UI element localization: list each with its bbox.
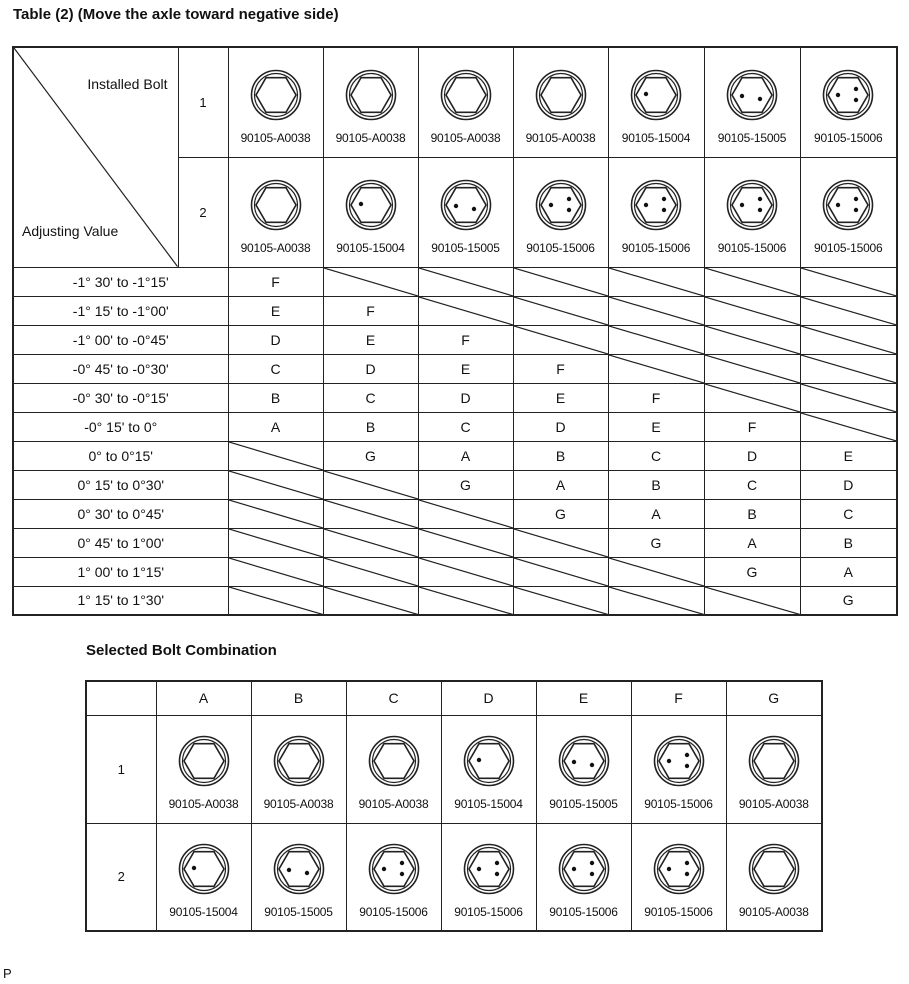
adjusting-range-label: 0° to 0°15' bbox=[13, 441, 228, 470]
part-number-label: 90105-15004 bbox=[169, 904, 238, 919]
page-title: Table (2) (Move the axle toward negative side) bbox=[13, 6, 339, 23]
combination-letter-cell: B bbox=[800, 528, 897, 557]
not-applicable-cell bbox=[800, 383, 897, 412]
adjusting-range-label: -1° 30' to -1°15' bbox=[13, 267, 228, 296]
installed-bolt-cell bbox=[418, 157, 513, 267]
selected-bolt-cell bbox=[726, 823, 822, 931]
combination-letter-cell: E bbox=[418, 354, 513, 383]
diagonal-line bbox=[229, 500, 323, 528]
combination-letter-header: E bbox=[536, 681, 631, 715]
not-applicable-cell bbox=[228, 499, 323, 528]
not-applicable-cell bbox=[800, 296, 897, 325]
bolt-head-icon bbox=[345, 179, 397, 231]
selected-bolt-cell bbox=[631, 715, 726, 823]
not-applicable-cell bbox=[800, 267, 897, 296]
installed-bolt-cell bbox=[418, 47, 513, 157]
part-number-label: 90105-A0038 bbox=[240, 241, 311, 255]
bolt-head-icon bbox=[273, 843, 325, 895]
part-number-label: 90105-15006 bbox=[644, 797, 713, 811]
bolt-head-icon bbox=[345, 69, 397, 121]
adjusting-range-label: -1° 15' to -1°00' bbox=[13, 296, 228, 325]
bolt-head-icon bbox=[440, 179, 492, 231]
bolt-position-number: 2 bbox=[178, 157, 228, 267]
combination-letter-cell: D bbox=[323, 354, 418, 383]
combination-letter-header: D bbox=[441, 681, 536, 715]
not-applicable-cell bbox=[323, 557, 418, 586]
diagonal-line bbox=[419, 268, 513, 296]
adjust-range-row bbox=[13, 528, 897, 557]
header-corner-cell bbox=[13, 47, 178, 267]
adjust-range-row bbox=[13, 325, 897, 354]
combination-letter-cell: C bbox=[418, 412, 513, 441]
adjust-range-row bbox=[13, 412, 897, 441]
adjusting-range-label: -1° 00' to -0°45' bbox=[13, 325, 228, 354]
combination-letter-cell: A bbox=[608, 499, 704, 528]
bolt-head-icon bbox=[250, 179, 302, 231]
selected-bolt-cell bbox=[726, 715, 822, 823]
combination-letter-cell: E bbox=[513, 383, 608, 412]
selected-bolt-cell bbox=[536, 823, 631, 931]
combination-letter-cell: F bbox=[228, 267, 323, 296]
diagonal-line bbox=[514, 529, 608, 557]
combination-letter-cell: G bbox=[323, 441, 418, 470]
selected-bolt-cell bbox=[441, 715, 536, 823]
not-applicable-cell bbox=[323, 267, 418, 296]
adjusting-range-label: -0° 30' to -0°15' bbox=[13, 383, 228, 412]
part-number-label: 90105-A0038 bbox=[168, 797, 239, 811]
combination-letter-cell: A bbox=[513, 470, 608, 499]
footnote: P bbox=[3, 966, 12, 981]
bolt-head-icon bbox=[630, 69, 682, 121]
diagonal-line bbox=[229, 558, 323, 586]
part-number-label: 90105-15005 bbox=[431, 241, 500, 255]
not-applicable-cell bbox=[704, 586, 800, 615]
combination-letter-cell: E bbox=[228, 296, 323, 325]
installed-bolt-cell bbox=[228, 157, 323, 267]
not-applicable-cell bbox=[323, 528, 418, 557]
diagonal-line bbox=[801, 384, 897, 412]
not-applicable-cell bbox=[704, 325, 800, 354]
not-applicable-cell bbox=[608, 557, 704, 586]
bolt-head-icon bbox=[440, 69, 492, 121]
not-applicable-cell bbox=[608, 296, 704, 325]
not-applicable-cell bbox=[228, 441, 323, 470]
part-number-label: 90105-15006 bbox=[359, 904, 428, 919]
bolt-head-icon bbox=[558, 735, 610, 787]
bolt-position-number: 2 bbox=[86, 823, 156, 931]
combination-letter-cell: C bbox=[800, 499, 897, 528]
adjust-range-row bbox=[13, 383, 897, 412]
part-number-label: 90105-15006 bbox=[644, 904, 713, 919]
adjust-range-row bbox=[13, 267, 897, 296]
adjust-range-row bbox=[13, 586, 897, 615]
not-applicable-cell bbox=[228, 586, 323, 615]
bolt-head-icon bbox=[463, 843, 515, 895]
not-applicable-cell bbox=[800, 325, 897, 354]
combination-letter-header: F bbox=[631, 681, 726, 715]
not-applicable-cell bbox=[608, 267, 704, 296]
bolt-adjustment-table bbox=[12, 46, 898, 616]
adjust-range-row bbox=[13, 296, 897, 325]
diagonal-line bbox=[514, 558, 608, 586]
installed-bolt-cell bbox=[608, 47, 704, 157]
bolt-head-icon bbox=[368, 843, 420, 895]
diagonal-line bbox=[801, 413, 897, 441]
not-applicable-cell bbox=[608, 325, 704, 354]
combination-letter-cell: C bbox=[228, 354, 323, 383]
combination-letter-header: A bbox=[156, 681, 251, 715]
not-applicable-cell bbox=[513, 586, 608, 615]
not-applicable-cell bbox=[513, 557, 608, 586]
diagonal-line bbox=[419, 558, 513, 586]
combination-letter-cell: B bbox=[323, 412, 418, 441]
combination-letter-cell: F bbox=[418, 325, 513, 354]
combination-letter-cell: D bbox=[704, 441, 800, 470]
combination-letter-cell: B bbox=[704, 499, 800, 528]
not-applicable-cell bbox=[800, 412, 897, 441]
diagonal-line bbox=[705, 587, 800, 615]
part-number-label: 90105-A0038 bbox=[358, 797, 429, 811]
combination-letter-cell: F bbox=[513, 354, 608, 383]
diagonal-line bbox=[324, 529, 418, 557]
installed-bolt-cell bbox=[513, 157, 608, 267]
installed-bolt-cell bbox=[608, 157, 704, 267]
combination-letter-cell: C bbox=[608, 441, 704, 470]
part-number-label: 90105-A0038 bbox=[525, 131, 596, 146]
not-applicable-cell bbox=[513, 267, 608, 296]
diagonal-line bbox=[514, 587, 608, 615]
combination-letter-header: B bbox=[251, 681, 346, 715]
bolt-head-icon bbox=[535, 69, 587, 121]
combination-letter-cell: A bbox=[418, 441, 513, 470]
adjusting-range-label: 0° 45' to 1°00' bbox=[13, 528, 228, 557]
combination-letter-cell: G bbox=[704, 557, 800, 586]
diagonal-line bbox=[801, 297, 897, 325]
part-number-label: 90105-A0038 bbox=[240, 131, 311, 146]
diagonal-line bbox=[801, 355, 897, 383]
bolt-head-icon bbox=[822, 69, 874, 121]
bolt-head-icon bbox=[535, 179, 587, 231]
diagonal-line bbox=[609, 326, 704, 354]
diagonal-line bbox=[705, 384, 800, 412]
diagonal-line bbox=[324, 500, 418, 528]
bolt-head-icon bbox=[748, 735, 800, 787]
diagonal-line bbox=[229, 587, 323, 615]
part-number-label: 90105-15004 bbox=[454, 797, 523, 811]
adjusting-range-label: 0° 30' to 0°45' bbox=[13, 499, 228, 528]
diagonal-line bbox=[705, 297, 800, 325]
combination-letter-cell: G bbox=[418, 470, 513, 499]
bolt-head-icon bbox=[630, 179, 682, 231]
diagonal-line bbox=[801, 268, 897, 296]
diagonal-line bbox=[705, 355, 800, 383]
part-number-label: 90105-15006 bbox=[549, 904, 618, 919]
combination-letter-header: G bbox=[726, 681, 822, 715]
installed-bolt-row bbox=[13, 47, 897, 157]
installed-bolt-cell bbox=[323, 157, 418, 267]
diagonal-line bbox=[609, 558, 704, 586]
bolt-head-icon bbox=[178, 735, 230, 787]
not-applicable-cell bbox=[323, 499, 418, 528]
bolt-position-number: 1 bbox=[86, 715, 156, 823]
adjusting-range-label: 1° 15' to 1°30' bbox=[13, 586, 228, 615]
diagonal-line bbox=[514, 297, 608, 325]
combination-letter-cell: E bbox=[323, 325, 418, 354]
part-number-label: 90105-15006 bbox=[813, 131, 883, 146]
diagonal-line bbox=[514, 268, 608, 296]
installed-bolt-cell bbox=[704, 157, 800, 267]
selected-bolt-cell bbox=[251, 715, 346, 823]
diagonal-line bbox=[419, 529, 513, 557]
combination-letter-header: C bbox=[346, 681, 441, 715]
diagonal-line bbox=[514, 326, 608, 354]
not-applicable-cell bbox=[704, 296, 800, 325]
diagonal-line bbox=[324, 587, 418, 615]
not-applicable-cell bbox=[513, 325, 608, 354]
diagonal-line bbox=[324, 558, 418, 586]
bolt-head-icon bbox=[726, 179, 778, 231]
combination-letter-cell: A bbox=[228, 412, 323, 441]
selected-bolt-cell bbox=[631, 823, 726, 931]
part-number-label: 90105-A0038 bbox=[430, 131, 501, 146]
part-number-label: 90105-15004 bbox=[336, 241, 405, 255]
installed-bolt-cell bbox=[228, 47, 323, 157]
combination-letter-cell: B bbox=[608, 470, 704, 499]
diagonal-line bbox=[419, 587, 513, 615]
diagonal-line bbox=[324, 268, 418, 296]
installed-bolt-cell bbox=[704, 47, 800, 157]
part-number-label: 90105-15006 bbox=[621, 241, 691, 255]
bolt-head-icon bbox=[748, 843, 800, 895]
diagonal-line bbox=[705, 268, 800, 296]
not-applicable-cell bbox=[418, 296, 513, 325]
combination-letter-cell: E bbox=[608, 412, 704, 441]
selected-bolt-cell bbox=[536, 715, 631, 823]
not-applicable-cell bbox=[704, 267, 800, 296]
selected-bolt-cell bbox=[156, 715, 251, 823]
diagonal-line bbox=[609, 268, 704, 296]
combination-letter-cell: G bbox=[608, 528, 704, 557]
combination-letter-cell: D bbox=[228, 325, 323, 354]
selected-bolt-row bbox=[86, 715, 822, 823]
diagonal-line bbox=[801, 326, 897, 354]
adjusting-value-label: Adjusting Value bbox=[22, 222, 119, 239]
part-number-label: 90105-15006 bbox=[717, 241, 787, 255]
installed-bolt-cell bbox=[323, 47, 418, 157]
empty-header-cell bbox=[86, 681, 156, 715]
bolt-head-icon bbox=[368, 735, 420, 787]
bolt-head-icon bbox=[558, 843, 610, 895]
combination-letter-cell: C bbox=[704, 470, 800, 499]
diagonal-line bbox=[419, 297, 513, 325]
selected-bolt-title: Selected Bolt Combination bbox=[86, 642, 277, 659]
combination-letter-cell: F bbox=[323, 296, 418, 325]
not-applicable-cell bbox=[323, 586, 418, 615]
combination-letter-cell: A bbox=[800, 557, 897, 586]
bolt-head-icon bbox=[653, 843, 705, 895]
combination-letter-cell: D bbox=[418, 383, 513, 412]
installed-bolt-label: Installed Bolt bbox=[87, 76, 168, 92]
selected-bolt-cell bbox=[251, 823, 346, 931]
bolt-head-icon bbox=[653, 735, 705, 787]
not-applicable-cell bbox=[418, 499, 513, 528]
part-number-label: 90105-A0038 bbox=[738, 797, 809, 811]
not-applicable-cell bbox=[418, 528, 513, 557]
combination-letter-cell: B bbox=[513, 441, 608, 470]
combination-letter-cell: G bbox=[513, 499, 608, 528]
combination-letter-cell: E bbox=[800, 441, 897, 470]
adjust-range-row bbox=[13, 441, 897, 470]
bolt-head-icon bbox=[726, 69, 778, 121]
selected-bolt-cell bbox=[441, 823, 536, 931]
installed-bolt-cell bbox=[513, 47, 608, 157]
not-applicable-cell bbox=[608, 354, 704, 383]
adjusting-range-label: 1° 00' to 1°15' bbox=[13, 557, 228, 586]
not-applicable-cell bbox=[418, 586, 513, 615]
bolt-head-icon bbox=[273, 735, 325, 787]
diagonal-line bbox=[229, 529, 323, 557]
combination-letter-cell: C bbox=[323, 383, 418, 412]
adjusting-range-label: 0° 15' to 0°30' bbox=[13, 470, 228, 499]
not-applicable-cell bbox=[228, 528, 323, 557]
not-applicable-cell bbox=[418, 267, 513, 296]
selected-bolt-cell bbox=[156, 823, 251, 931]
diagonal-line bbox=[324, 471, 418, 499]
not-applicable-cell bbox=[228, 470, 323, 499]
combination-letter-cell: D bbox=[513, 412, 608, 441]
bolt-head-icon bbox=[250, 69, 302, 121]
combination-letter-cell: F bbox=[608, 383, 704, 412]
selected-bolt-cell bbox=[346, 823, 441, 931]
selected-bolt-cell bbox=[346, 715, 441, 823]
not-applicable-cell bbox=[323, 470, 418, 499]
installed-bolt-cell bbox=[800, 157, 897, 267]
selected-bolt-table bbox=[85, 680, 823, 932]
part-number-label: 90105-15006 bbox=[526, 241, 595, 255]
diagonal-line bbox=[705, 326, 800, 354]
combination-letter-cell: G bbox=[800, 586, 897, 615]
bolt-position-number: 1 bbox=[178, 47, 228, 157]
not-applicable-cell bbox=[800, 354, 897, 383]
adjust-range-row bbox=[13, 470, 897, 499]
selected-bolt-row bbox=[86, 823, 822, 931]
part-number-label: 90105-A0038 bbox=[738, 904, 809, 919]
installed-bolt-cell bbox=[800, 47, 897, 157]
adjust-range-row bbox=[13, 499, 897, 528]
adjusting-range-label: -0° 15' to 0° bbox=[13, 412, 228, 441]
not-applicable-cell bbox=[513, 296, 608, 325]
part-number-label: 90105-15006 bbox=[454, 904, 523, 919]
part-number-label: 90105-A0038 bbox=[263, 797, 334, 811]
diagonal-line bbox=[609, 587, 704, 615]
diagonal-line bbox=[419, 500, 513, 528]
combination-letter-cell: B bbox=[228, 383, 323, 412]
part-number-label: 90105-15004 bbox=[621, 131, 691, 146]
not-applicable-cell bbox=[418, 557, 513, 586]
not-applicable-cell bbox=[513, 528, 608, 557]
diagonal-line bbox=[229, 442, 323, 470]
combination-letter-cell: D bbox=[800, 470, 897, 499]
part-number-label: 90105-15005 bbox=[717, 131, 787, 146]
combination-letter-cell: F bbox=[704, 412, 800, 441]
combination-header-row bbox=[86, 681, 822, 715]
part-number-label: 90105-15005 bbox=[549, 797, 618, 811]
adjust-range-row bbox=[13, 557, 897, 586]
part-number-label: 90105-A0038 bbox=[335, 131, 406, 146]
bolt-head-icon bbox=[463, 735, 515, 787]
adjusting-range-label: -0° 45' to -0°30' bbox=[13, 354, 228, 383]
combination-letter-cell: A bbox=[704, 528, 800, 557]
diagonal-line bbox=[229, 471, 323, 499]
diagonal-line bbox=[609, 297, 704, 325]
not-applicable-cell bbox=[704, 383, 800, 412]
not-applicable-cell bbox=[704, 354, 800, 383]
bolt-head-icon bbox=[822, 179, 874, 231]
diagonal-line bbox=[609, 355, 704, 383]
adjust-range-row bbox=[13, 354, 897, 383]
not-applicable-cell bbox=[228, 557, 323, 586]
part-number-label: 90105-15005 bbox=[264, 904, 333, 919]
bolt-head-icon bbox=[178, 843, 230, 895]
part-number-label: 90105-15006 bbox=[813, 241, 883, 255]
not-applicable-cell bbox=[608, 586, 704, 615]
